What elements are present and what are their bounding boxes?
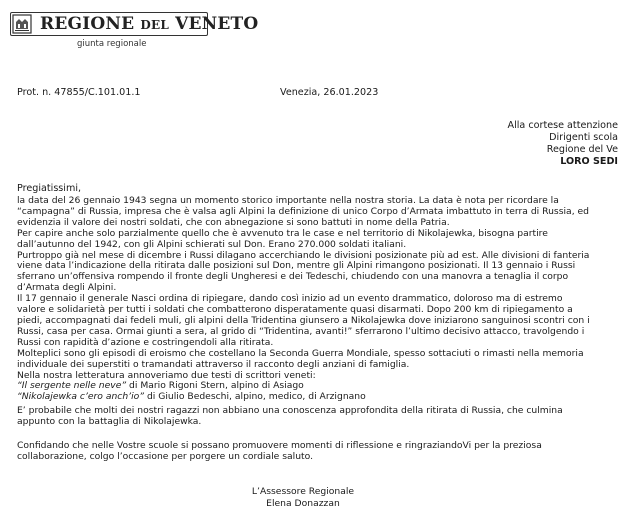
body-line: la data del 26 gennaio 1943 segna un momento storico importante nella nostra storia. La data è nota per ricordare la bbox=[17, 195, 559, 206]
closing-line: E’ probabile che molti dei nostri ragazzi non abbiano una conoscenza approfondita della ritirata di Russia, che culmina bbox=[17, 405, 563, 416]
recipient-line: Alla cortese attenzione bbox=[507, 120, 618, 131]
org-name-suffix: VENETO bbox=[168, 14, 259, 34]
recipient-line: Regione del Ve bbox=[546, 144, 618, 155]
body-line: Il 17 gennaio il generale Nasci ordina di ripiegare, dando così inizio ad un evento drammatico, doloroso ma di estremo bbox=[17, 293, 563, 305]
closing-line: Confidando che nelle Vostre scuole si possano promuovere momenti di riflessione e ringraziandoVi per la preziosa bbox=[17, 439, 542, 451]
org-name-del: DEL bbox=[140, 18, 169, 32]
regional-seal-icon bbox=[12, 14, 32, 34]
body-line: Purtroppo già nel mese di dicembre i Russi dilagano accerchiando le divisioni posizionate più ad est. Alle divisioni di fanteria bbox=[17, 249, 590, 261]
book-title: “Il sergente nelle neve” bbox=[17, 380, 127, 392]
org-name-prefix: REGIONE bbox=[40, 14, 141, 34]
recipient-line: LORO SEDI bbox=[560, 156, 618, 167]
body-line: d’Armata degli Alpini. bbox=[17, 282, 117, 294]
body-line: “campagna” di Russia, impresa che è valsa agli Alpini la definizione di unico Corpo d’Armata imbattuto in terra di Russia, ed bbox=[17, 205, 590, 217]
book-citation bbox=[17, 392, 617, 403]
body-line: Molteplici sono gli episodi di eroismo che costellano la Seconda Guerra Mondiale, spesso sottaciuti o rimasti nella memoria bbox=[17, 347, 584, 359]
body-line: valore e solidarietà per tutti i soldati che combatterono disperatamente quasi disarmati. Dopo 200 km di ripiegamento a bbox=[17, 304, 573, 316]
body-line: evidenzia il valore dei nostri soldati, che con abnegazione si sono battuti in nome della Patria. bbox=[17, 216, 450, 228]
body-line: viene data l’indicazione della ritirata dalle posizioni sul Don, mentre gli Alpini rimangono posizionati. Il 13 gennaio i Russi bbox=[17, 260, 576, 272]
book-title: “Nikolajewka c’ero anch’io” bbox=[17, 391, 145, 403]
place-date: Venezia, 26.01.2023 bbox=[280, 87, 379, 98]
letter-closing bbox=[17, 406, 617, 463]
book-author: di Mario Rigoni Stern, alpino di Asiago bbox=[126, 380, 304, 392]
recipient-line: Dirigenti scola bbox=[549, 132, 618, 143]
closing-line: appunto con la battaglia di Nikolajewka. bbox=[17, 415, 202, 427]
body-line: sferrano un’offensiva rompendo il fronte degli Ungheresi e dei Tedeschi, chiudendo con una manovra a tenaglia il corpo bbox=[17, 271, 569, 283]
letter-body bbox=[17, 196, 617, 403]
closing-line: collaborazione, colgo l’occasione per porgere un cordiale saluto. bbox=[17, 450, 314, 462]
org-name bbox=[40, 14, 258, 35]
body-line: Russi con rapidità d’azione e costringendoli alla ritirata. bbox=[17, 336, 274, 348]
protocol-number: Prot. n. 47855/C.101.01.1 bbox=[17, 87, 141, 98]
body-line: Russi, casa per casa. Ormai giunti a sera, al grido di “Tridentina, avanti!” sferrarono l’ultimo decisivo attacco, travolgendo i bbox=[17, 325, 585, 337]
recipient-block bbox=[498, 120, 618, 168]
body-line: Nella nostra letteratura annoveriamo due testi di scrittori veneti: bbox=[17, 369, 316, 381]
body-line: piedi, accompagnati dai fedeli muli, gli alpini della Tridentina giunsero a Nikolajewka dove iniziarono sanguinosi scontri con i bbox=[17, 314, 590, 326]
signer-role: L’Assessore Regionale bbox=[251, 486, 355, 497]
body-line: Per capire anche solo parzialmente quello che è avvenuto tra le case e nel territorio di Nikolajewka, bisogna partire bbox=[17, 227, 548, 239]
signature-block bbox=[228, 486, 378, 509]
body-line: dall’autunno del 1942, con gli Alpini schierati sul Don. Erano 270.000 soldati italiani. bbox=[17, 238, 407, 250]
body-line: individuale dei superstiti o tramandati attraverso il racconto degli anziani di famiglia. bbox=[17, 358, 410, 370]
salutation: Pregiatissimi, bbox=[17, 183, 82, 194]
signer-name: Elena Donazzan bbox=[266, 497, 340, 509]
book-author: di Giulio Bedeschi, alpino, medico, di Arzignano bbox=[144, 391, 366, 403]
department-label: giunta regionale bbox=[77, 39, 147, 49]
